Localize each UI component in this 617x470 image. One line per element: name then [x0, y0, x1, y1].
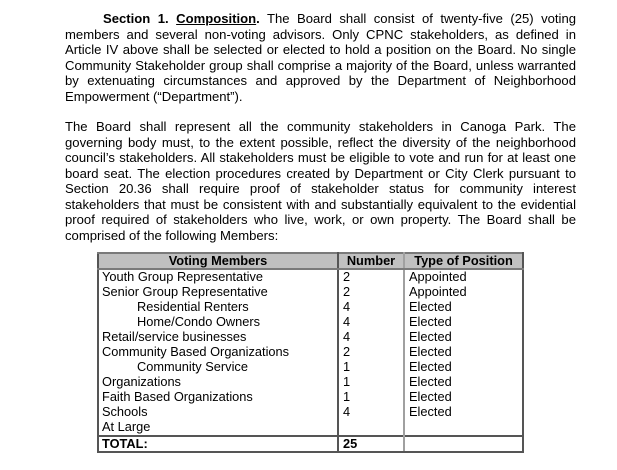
type-cell: Elected	[404, 300, 523, 315]
type-cell: Elected	[404, 315, 523, 330]
member-cell: Schools	[98, 405, 338, 420]
member-cell: Community Based Organizations	[98, 345, 338, 360]
voting-members-table	[97, 252, 524, 453]
section-label: Section 1.	[103, 11, 169, 26]
member-cell: At Large	[98, 420, 338, 436]
type-cell: Elected	[404, 360, 523, 375]
number-cell: 4	[338, 330, 404, 345]
section-title: Composition	[176, 11, 257, 26]
number-cell: 1	[338, 375, 404, 390]
table-header-row	[98, 253, 523, 269]
number-cell	[338, 420, 404, 436]
number-cell: 1	[338, 360, 404, 375]
number-cell: 4	[338, 315, 404, 330]
type-cell: Elected	[404, 405, 523, 420]
number-cell: 4	[338, 405, 404, 420]
number-cell: 1	[338, 390, 404, 405]
number-cell: 2	[338, 345, 404, 360]
section-paragraph-1	[65, 11, 576, 104]
header-type-of-position: Type of Position	[404, 253, 523, 269]
table-row	[98, 345, 523, 360]
table-row	[98, 315, 523, 330]
type-cell: Elected	[404, 390, 523, 405]
member-cell: Home/Condo Owners	[98, 315, 338, 330]
type-cell: Appointed	[404, 269, 523, 285]
table-row	[98, 405, 523, 420]
member-cell: Faith Based Organizations	[98, 390, 338, 405]
type-cell: Elected	[404, 375, 523, 390]
type-cell: Elected	[404, 330, 523, 345]
table-row	[98, 285, 523, 300]
type-cell: Elected	[404, 345, 523, 360]
total-label: TOTAL:	[98, 436, 338, 452]
member-cell: Senior Group Representative	[98, 285, 338, 300]
number-cell: 2	[338, 285, 404, 300]
table-row	[98, 375, 523, 390]
type-cell: Appointed	[404, 285, 523, 300]
member-cell: Organizations	[98, 375, 338, 390]
type-cell	[404, 420, 523, 436]
member-cell: Residential Renters	[98, 300, 338, 315]
table-total-row	[98, 436, 523, 452]
document-page	[65, 11, 576, 243]
number-cell: 2	[338, 269, 404, 285]
paragraph-1-text: The Board shall consist of twenty-five (25) voting members and several non-voting advisors. Only CPNC stakeholders, as defined in Article IV above shall be selected or elected to hold a position on the Board. No single Community Stakeholder group shall comprise a majority of the Board, unless warranted by extenuating circumstances and approved by the Department of Neighborhood Empowerment (“Department”).	[65, 11, 577, 104]
table-row	[98, 330, 523, 345]
table-row	[98, 300, 523, 315]
section-paragraph-2: The Board shall represent all the community stakeholders in Canoga Park. The governing body must, to the extent possible, reflect the diversity of the neighborhood council’s stakeholders. All stakeholders must be eligible to vote and run for at least one board seat. The election procedures created by Department or City Clerk pursuant to Section 20.36 shall require proof of stakeholder status for community interest stakeholders that must be consistent with and substantially equivalent to the evidential proof required of stakeholders who live, work, or own property. The Board shall be comprised of the following Members:	[65, 119, 576, 243]
header-number: Number	[338, 253, 404, 269]
table-row	[98, 390, 523, 405]
number-cell: 4	[338, 300, 404, 315]
section-title-period: .	[256, 11, 260, 26]
total-number: 25	[338, 436, 404, 452]
table-row	[98, 269, 523, 285]
header-voting-members: Voting Members	[98, 253, 338, 269]
total-type	[404, 436, 523, 452]
member-cell: Youth Group Representative	[98, 269, 338, 285]
member-cell: Community Service	[98, 360, 338, 375]
member-cell: Retail/service businesses	[98, 330, 338, 345]
table-row	[98, 360, 523, 375]
table-row	[98, 420, 523, 436]
